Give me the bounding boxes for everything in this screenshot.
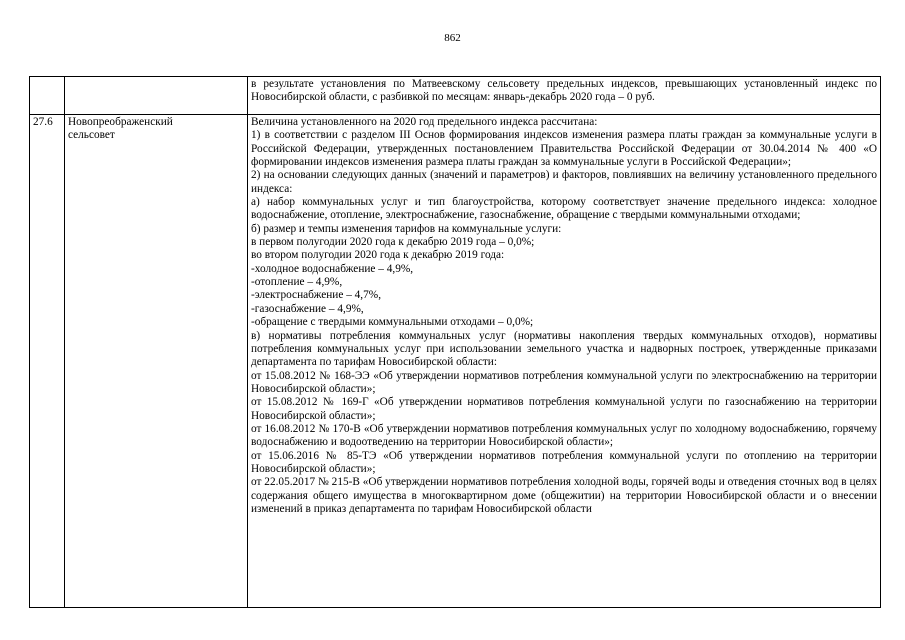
row-name-line: Новопреображенский	[68, 116, 173, 128]
paragraph: во втором полугодии 2020 года к декабрю 2019 года:	[251, 249, 505, 262]
page-number: 862	[444, 32, 461, 44]
row-number-cell: 27.6	[30, 115, 65, 608]
paragraph: б) размер и темпы изменения тарифов на коммунальные услуги:	[251, 222, 562, 235]
paragraph: от 15.08.2012 № 169-Г «Об утверждении нормативов потребления коммунальной услуги по газоснабжению на территории Новосибирской области»;	[251, 396, 877, 422]
paragraph: 1) в соответствии с разделом III Основ формирования индексов изменения размера платы граждан за коммунальные услуги в Российской Федерации, утвержденных постановлением Правительства Российской Федерации от 30.04.2014 № 400 «О формировании индексов изменения размера платы граждан за коммунальные услуги в Российской Федерации»;	[251, 129, 877, 169]
paragraph: -отопление – 4,9%,	[251, 276, 343, 289]
row-number-cell	[30, 77, 65, 115]
paragraph: в результате установления по Матвеевскому сельсовету предельных индексов, превышающих установленный индекс по Новосибирской области, с разбивкой по месяцам: январь-декабрь 2020 года – 0 руб.	[251, 78, 877, 104]
paragraph: Величина установленного на 2020 год предельного индекса рассчитана:	[251, 116, 598, 128]
row-name-cell	[65, 115, 248, 608]
paragraph: 2) на основании следующих данных (значений и параметров) и факторов, повлиявших на величину установленного предельного индекса:	[251, 169, 877, 195]
document-table	[29, 76, 881, 608]
row-text-cell	[248, 115, 881, 608]
paragraph: от 15.06.2016 № 85-ТЭ «Об утверждении нормативов потребления коммунальной услуги по отоплению на территории Новосибирской области»;	[251, 449, 877, 475]
table-row	[30, 115, 881, 608]
table-row	[30, 77, 881, 115]
row-name-cell	[65, 77, 248, 115]
paragraph: -обращение с твердыми коммунальными отходами – 0,0%;	[251, 316, 534, 329]
paragraph: -холодное водоснабжение – 4,9%,	[251, 262, 414, 275]
paragraph: в) нормативы потребления коммунальных услуг (нормативы накопления твердых коммунальных отходов), нормативы потребления коммунальных услуг при использовании земельного участка и надворных построек, утвержденные приказами департамента по тарифам Новосибирской области:	[251, 329, 877, 369]
paragraph: от 22.05.2017 № 215-В «Об утверждении нормативов потребления холодной воды, горячей воды и отведения сточных вод в целях содержания общего имущества в многоквартирном доме (общежитии) на территории Новосибирской области и о внесении изменений в приказ департамента по тарифам Новосибирской области	[251, 476, 877, 515]
paragraph: -газоснабжение – 4,9%,	[251, 302, 364, 315]
paragraph: а) набор коммунальных услуг и тип благоустройства, которому соответствует значение предельного индекса: холодное водоснабжение, отопление, электроснабжение, газоснабжение, обращение с твердыми коммунальными отходами;	[251, 196, 877, 222]
paragraph: -электроснабжение – 4,7%,	[251, 289, 382, 302]
row-name-line: сельсовет	[68, 129, 115, 142]
paragraph: от 15.08.2012 № 168-ЭЭ «Об утверждении нормативов потребления коммунальной услуги по электроснабжению на территории Новосибирской области»;	[251, 369, 877, 395]
row-text-cell	[248, 77, 881, 115]
paragraph: в первом полугодии 2020 года к декабрю 2019 года – 0,0%;	[251, 236, 535, 249]
paragraph: от 16.08.2012 № 170-В «Об утверждении нормативов потребления коммунальных услуг по холодному водоснабжению, горячему водоснабжению и водоотведению на территории Новосибирской области»;	[251, 422, 877, 449]
